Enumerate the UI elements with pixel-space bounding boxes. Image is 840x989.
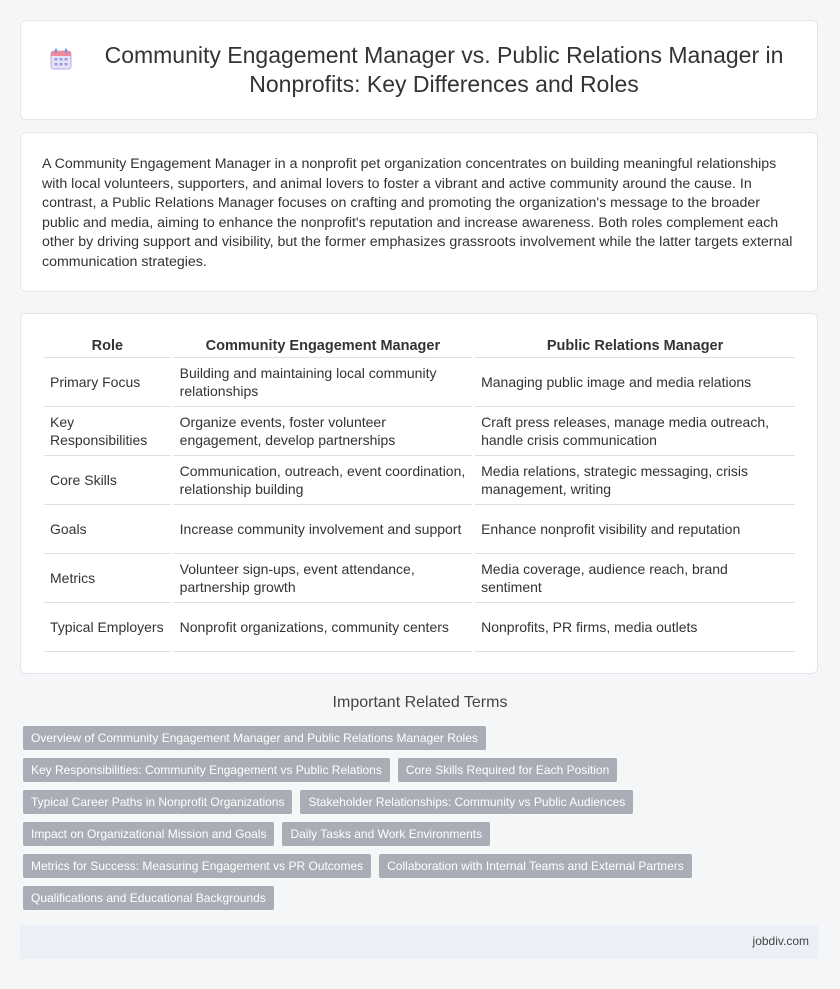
cem-cell: Communication, outreach, event coordination, relationship building [174, 456, 472, 505]
prm-cell: Nonprofits, PR firms, media outlets [475, 603, 795, 652]
intro-card [20, 132, 818, 292]
cem-cell: Nonprofit organizations, community centers [174, 603, 472, 652]
prm-cell: Media relations, strategic messaging, crisis management, writing [475, 456, 795, 505]
cem-cell: Building and maintaining local community relationships [174, 358, 472, 407]
comparison-table-card [20, 313, 818, 674]
table-row [44, 554, 795, 603]
related-term-tag[interactable]: Stakeholder Relationships: Community vs Public Audiences [300, 790, 633, 814]
table-row [44, 358, 795, 407]
header-community-engagement-manager: Community Engagement Manager [174, 335, 472, 358]
related-term-tag[interactable]: Impact on Organizational Mission and Goals [23, 822, 274, 846]
prm-cell: Craft press releases, manage media outreach, handle crisis communication [475, 407, 795, 456]
related-term-tag[interactable]: Typical Career Paths in Nonprofit Organizations [23, 790, 292, 814]
table-header-row [44, 335, 795, 358]
header-public-relations-manager: Public Relations Manager [475, 335, 795, 358]
header-card [20, 20, 818, 120]
row-label: Key Responsibilities [44, 407, 171, 456]
related-term-tag[interactable]: Collaboration with Internal Teams and External Partners [379, 854, 692, 878]
row-label: Typical Employers [44, 603, 171, 652]
related-term-tag[interactable]: Qualifications and Educational Backgrounds [23, 886, 274, 910]
cem-cell: Increase community involvement and support [174, 505, 472, 554]
table-row [44, 456, 795, 505]
related-term-tag[interactable]: Overview of Community Engagement Manager and Public Relations Manager Roles [23, 726, 486, 750]
related-term-tag[interactable]: Core Skills Required for Each Position [398, 758, 617, 782]
page-title: Community Engagement Manager vs. Public Relations Manager in Nonprofits: Key Differences and Roles [104, 42, 784, 97]
prm-cell: Enhance nonprofit visibility and reputation [475, 505, 795, 554]
intro-paragraph: A Community Engagement Manager in a nonprofit pet organization concentrates on building meaningful relationships with local volunteers, supporters, and animal lovers to foster a vibrant and active community around the cause. In contrast, a Public Relations Manager focuses on crafting and promoting the organization's message to the broader public and media, aiming to enhance the nonprofit's reputation and increase awareness. Both roles complement each other by driving support and visibility, but the former emphasizes grassroots involvement while the latter targets external communication strategies. [42, 156, 793, 270]
row-label: Primary Focus [44, 358, 171, 407]
footer [20, 925, 818, 959]
related-terms-tags [23, 726, 803, 910]
related-term-tag[interactable]: Daily Tasks and Work Environments [282, 822, 490, 846]
row-label: Goals [44, 505, 171, 554]
table-row [44, 407, 795, 456]
table-row [44, 603, 795, 652]
prm-cell: Managing public image and media relations [475, 358, 795, 407]
header-role: Role [44, 335, 171, 358]
related-terms-title: Important Related Terms [332, 694, 508, 711]
related-term-tag[interactable]: Key Responsibilities: Community Engagement vs Public Relations [23, 758, 390, 782]
site-link[interactable]: jobdiv.com [752, 934, 809, 948]
row-label: Core Skills [44, 456, 171, 505]
comparison-table [41, 335, 798, 652]
cem-cell: Organize events, foster volunteer engagement, develop partnerships [174, 407, 472, 456]
table-row [44, 505, 795, 554]
cem-cell: Volunteer sign-ups, event attendance, partnership growth [174, 554, 472, 603]
row-label: Metrics [44, 554, 171, 603]
prm-cell: Media coverage, audience reach, brand sentiment [475, 554, 795, 603]
related-term-tag[interactable]: Metrics for Success: Measuring Engagement vs PR Outcomes [23, 854, 371, 878]
